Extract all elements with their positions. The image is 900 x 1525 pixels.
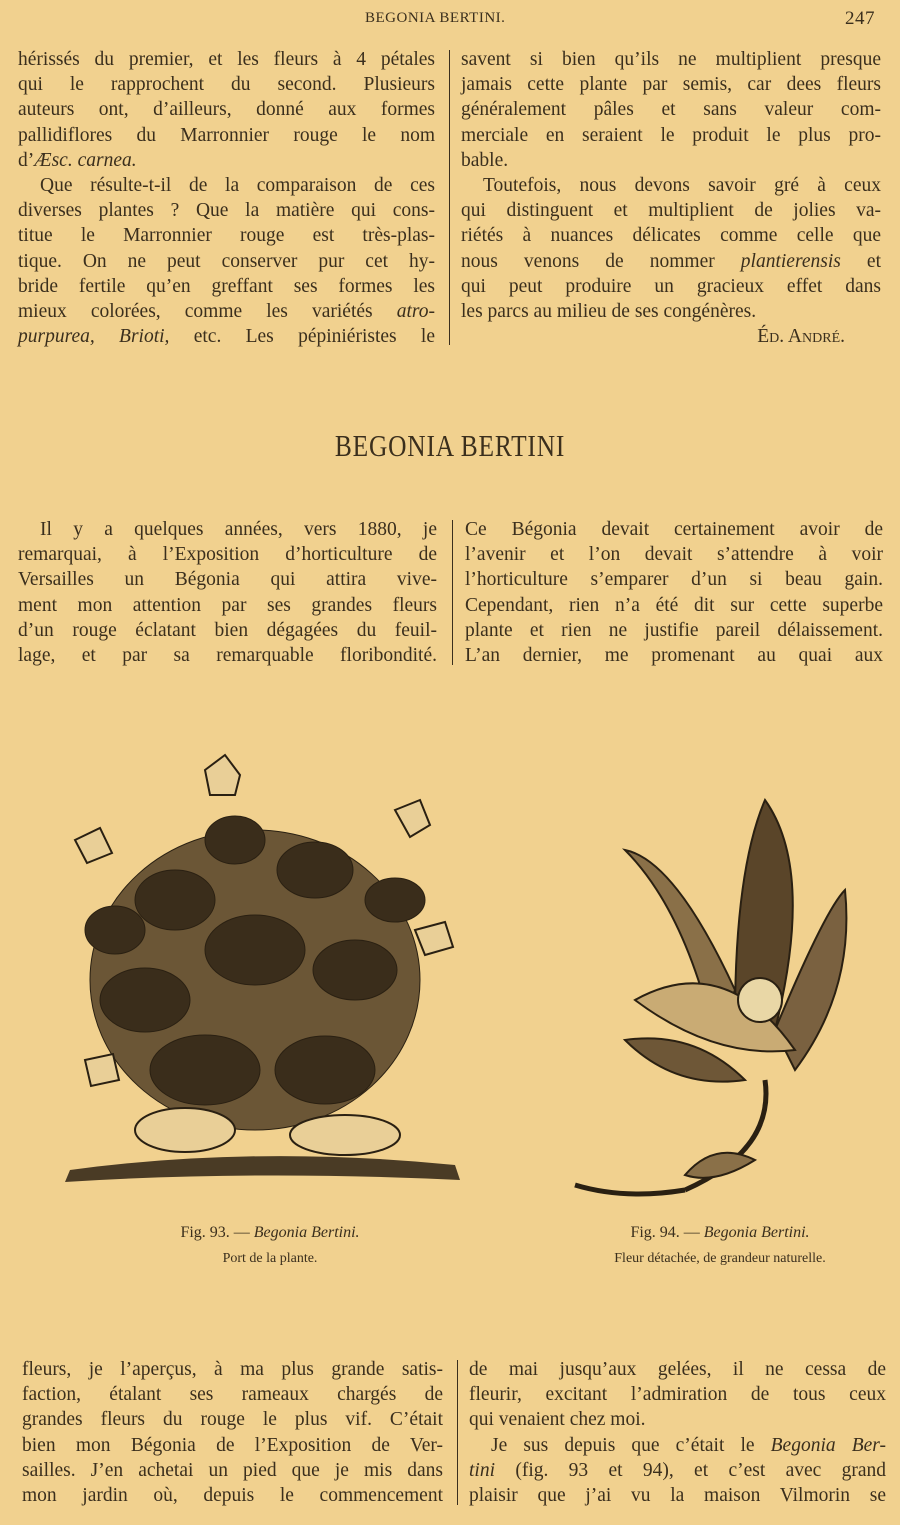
- middle-right-column: [465, 517, 883, 668]
- text-segment: merciale en seraient le produit le plus pro-: [461, 124, 881, 146]
- text-line: [469, 1458, 886, 1483]
- text-segment: mieux colorées, comme les variétés: [18, 300, 397, 322]
- text-segment: pallidiflores du Marronnier rouge le nom: [18, 124, 435, 146]
- text-line: [461, 148, 881, 173]
- text-segment: diverses plantes ? Que la matière qui cons-: [18, 200, 435, 222]
- figure-94-flower-illustration: [565, 790, 865, 1210]
- text-segment: qui peut produire un gracieux effet dans: [461, 275, 881, 297]
- text-segment: d’: [18, 149, 35, 171]
- figure-93-subtitle: Port de la plante.: [222, 1251, 318, 1266]
- figure-93-name: Begonia Bertini.: [253, 1224, 360, 1241]
- text-line: [18, 223, 435, 248]
- text-segment: ment mon attention par ses grandes fleurs: [18, 594, 437, 616]
- text-line: [461, 198, 881, 223]
- text-segment: titue le Marronnier rouge est très-plas-: [18, 225, 435, 247]
- author-signature: Éd. André.: [757, 326, 845, 348]
- text-segment: fleurs, je l’aperçus, à ma plus grande satis-: [22, 1359, 443, 1380]
- text-segment: Que résulte-t-il de la comparaison de ces: [40, 174, 435, 196]
- text-line: [469, 1407, 886, 1432]
- text-line: [461, 299, 881, 324]
- text-segment: hérissés du premier, et les fleurs à 4 pétales: [18, 49, 435, 70]
- text-line: [22, 1458, 443, 1483]
- text-segment: riétés à nuances délicates comme celle que: [461, 225, 881, 247]
- text-line: [18, 97, 435, 122]
- text-segment: l’horticulture s’emparer d’un si beau gain.: [465, 569, 883, 591]
- text-segment: les parcs au milieu de ses congénères.: [461, 300, 757, 322]
- text-segment: tique. On ne peut conserver pur cet hy-: [18, 250, 435, 272]
- text-line: [18, 148, 435, 173]
- article-title: BEGONIA BERTINI: [334, 428, 566, 463]
- running-title: BEGONIA BERTINI.: [365, 10, 506, 26]
- text-segment: Il y a quelques années, vers 1880, je: [40, 519, 437, 540]
- figure-94-label: Fig. 94. —: [630, 1224, 704, 1241]
- text-segment: sailles. J’en achetai un pied que je mis dans: [22, 1459, 443, 1481]
- text-line: [465, 567, 883, 592]
- text-segment: auteurs ont, d’ailleurs, donné aux formes: [18, 99, 435, 121]
- text-segment: qui le rapprochent du second. Plusieurs: [18, 74, 435, 96]
- text-segment: et: [840, 250, 881, 272]
- text-line: [18, 567, 437, 592]
- text-line: [18, 542, 437, 567]
- text-segment: Je sus depuis que c’était le: [491, 1434, 771, 1456]
- text-line: [469, 1357, 886, 1382]
- italic-text: Æsc. carnea.: [34, 149, 137, 171]
- text-segment: l’avenir et l’on devait s’attendre à voir: [465, 544, 883, 566]
- text-segment: etc. Les pépiniéristes le: [169, 326, 435, 348]
- text-line: [461, 223, 881, 248]
- text-segment: d’un rouge éclatant bien dégagées du feuil-: [18, 619, 437, 641]
- bottom-left-column: [22, 1357, 443, 1508]
- text-segment: (fig. 93 et 94), et c’est avec grand: [495, 1459, 886, 1481]
- text-segment: lage, et par sa remarquable floribondité.: [18, 644, 437, 666]
- text-segment: grandes fleurs du rouge le plus vif. C’était: [22, 1409, 443, 1431]
- text-line: [469, 1433, 886, 1458]
- text-segment: généralement pâles et sans valeur com-: [461, 99, 881, 121]
- top-left-column: [18, 47, 435, 349]
- text-segment: bien mon Bégonia de l’Exposition de Ver-: [22, 1434, 443, 1456]
- text-line: [18, 123, 435, 148]
- text-line: [461, 123, 881, 148]
- figure-93-label: Fig. 93. —: [180, 1224, 254, 1241]
- text-line: [461, 173, 881, 198]
- text-line: [461, 72, 881, 97]
- text-line: [461, 97, 881, 122]
- middle-left-column: [18, 517, 437, 668]
- page-number: 247: [845, 8, 875, 29]
- text-line: [461, 249, 881, 274]
- text-line: [18, 593, 437, 618]
- text-line: [18, 618, 437, 643]
- text-line: [469, 1483, 886, 1508]
- text-segment: de mai jusqu’aux gelées, il ne cessa de: [469, 1359, 886, 1380]
- text-segment: Toutefois, nous devons savoir gré à ceux: [483, 174, 881, 196]
- text-segment: Ce Bégonia devait certainement avoir de: [465, 519, 883, 540]
- text-line: [18, 249, 435, 274]
- text-line: [465, 542, 883, 567]
- text-line: [22, 1433, 443, 1458]
- italic-text: tini: [469, 1459, 496, 1481]
- text-line: [465, 618, 883, 643]
- text-line: [18, 173, 435, 198]
- italic-text: Begonia Ber-: [770, 1434, 886, 1456]
- text-line: [18, 72, 435, 97]
- top-right-column: [461, 47, 881, 349]
- text-segment: plaisir que j’ai vu la maison Vilmorin se: [469, 1484, 886, 1506]
- text-line: [469, 1382, 886, 1407]
- text-segment: savent si bien qu’ils ne multiplient presque: [461, 49, 881, 70]
- italic-text: purpurea, Brioti,: [18, 326, 170, 348]
- text-line: [461, 47, 881, 72]
- text-line: [18, 517, 437, 542]
- text-line: [465, 593, 883, 618]
- text-line: [22, 1483, 443, 1508]
- text-segment: qui distinguent et multiplient de jolies va-: [461, 200, 881, 222]
- text-segment: jamais cette plante par semis, car dees fleurs: [461, 74, 881, 96]
- text-line: [461, 324, 881, 349]
- text-segment: bride fertile qu’en greffant ses formes les: [18, 275, 435, 297]
- text-line: [18, 274, 435, 299]
- text-segment: nous venons de nommer: [461, 250, 741, 272]
- column-divider: [452, 520, 453, 665]
- text-segment: mon jardin où, depuis le commencement: [22, 1484, 443, 1506]
- text-segment: qui venaient chez moi.: [469, 1409, 646, 1431]
- figure-94-name: Begonia Bertini.: [703, 1224, 810, 1241]
- text-line: [22, 1407, 443, 1432]
- figure-93-plant-illustration: [55, 750, 475, 1190]
- column-divider: [457, 1360, 458, 1505]
- italic-text: atro-: [396, 300, 435, 322]
- text-line: [465, 643, 883, 668]
- text-segment: L’an dernier, me promenant au quai aux: [465, 644, 883, 666]
- figure-93-caption: [90, 1224, 450, 1242]
- text-line: [18, 198, 435, 223]
- text-segment: Versailles un Bégonia qui attira vive-: [18, 569, 437, 591]
- text-segment: remarquai, à l’Exposition d’horticulture de: [18, 544, 437, 566]
- text-line: [22, 1357, 443, 1382]
- text-line: [22, 1382, 443, 1407]
- italic-text: plantierensis: [740, 250, 841, 272]
- bottom-right-column: [469, 1357, 886, 1508]
- text-line: [461, 274, 881, 299]
- text-segment: faction, étalant ses rameaux chargés de: [22, 1384, 443, 1406]
- text-line: [18, 47, 435, 72]
- text-line: [18, 643, 437, 668]
- text-segment: fleurir, excitant l’admiration de tous ceux: [469, 1384, 886, 1406]
- text-segment: Cependant, rien n’a été dit sur cette superbe: [465, 594, 883, 616]
- text-line: [465, 517, 883, 542]
- figure-94-subtitle: Fleur détachée, de grandeur naturelle.: [614, 1251, 826, 1266]
- text-line: [18, 324, 435, 349]
- text-segment: plante et rien ne justifie pareil délaissement.: [465, 619, 883, 641]
- text-segment: bable.: [461, 149, 509, 171]
- text-line: [18, 299, 435, 324]
- column-divider: [449, 50, 450, 345]
- figure-94-caption: [540, 1224, 900, 1242]
